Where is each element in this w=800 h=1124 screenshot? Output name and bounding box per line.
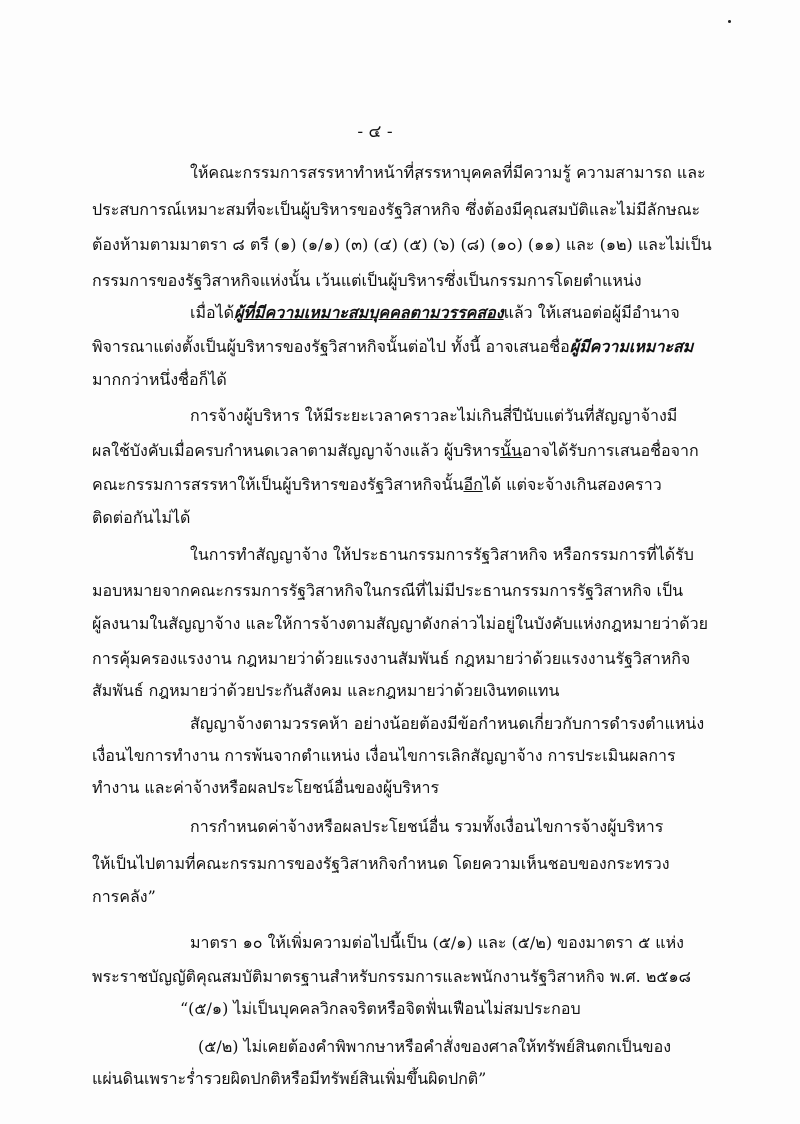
paragraph-line xyxy=(92,648,690,670)
paragraph-line xyxy=(190,405,677,427)
paragraph-line xyxy=(190,302,680,324)
text-span: อีก xyxy=(463,475,483,494)
text-span: เงื่อนไขการทำงาน การพ้นจากตำแหน่ง เงื่อนไขการเลิกสัญญาจ้าง การประเมินผลการ xyxy=(92,746,676,765)
paragraph-line xyxy=(92,680,559,702)
paragraph-line xyxy=(92,613,708,635)
paragraph-line xyxy=(180,998,581,1020)
text-span: สัมพันธ์ กฎหมายว่าด้วยประกันสังคม และกฎหมายว่าด้วยเงินทดแทน xyxy=(92,681,560,700)
text-span: ให้คณะกรรมการสรรหาทำหน้าที่สรรหาบุคคลที่มีความรู้ ความสามารถ และ xyxy=(190,163,706,182)
paragraph-line xyxy=(92,853,670,875)
text-span: ประสบการณ์เหมาะสมที่จะเป็นผู้บริหารของรัฐวิสาหกิจ ซึ่งต้องมีคุณสมบัติและไม่มีลักษณะ xyxy=(92,200,701,219)
paragraph-line xyxy=(190,162,706,184)
paragraph-line xyxy=(92,886,156,908)
page-number: - ๔ - xyxy=(357,122,393,142)
text-span: ผู้ที่มีความเหมาะสมบุคคลตามวรรคสอง xyxy=(234,303,504,322)
text-span: ผู้ลงนามในสัญญาจ้าง และให้การจ้างตามสัญญาดังกล่าวไม่อยู่ในบังคับแห่งกฎหมายว่าด้วย xyxy=(92,614,709,633)
text-span: ทำงาน และค่าจ้างหรือผลประโยชน์อื่นของผู้บริหาร xyxy=(92,778,440,797)
text-span: แล้ว ให้เสนอต่อผู้มีอำนาจ xyxy=(503,303,680,322)
scan-speck xyxy=(728,20,731,23)
text-span: ติดต่อกันไม่ได้ xyxy=(92,508,191,527)
paragraph-line xyxy=(92,1068,486,1090)
text-span: “(๕/๑) ไม่เป็นบุคคลวิกลจริตหรือจิตฟั่นเฟือนไม่สมประกอบ xyxy=(180,999,581,1018)
paragraph-line xyxy=(92,507,190,529)
text-span: พระราชบัญญัติคุณสมบัติมาตรฐานสำหรับกรรมการและพนักงานรัฐวิสาหกิจ พ.ศ. ๒๕๑๘ xyxy=(92,967,691,986)
paragraph-line xyxy=(198,1036,671,1058)
text-span: ต้องห้ามตามมาตรา ๘ ตรี (๑) (๑/๑) (๓) (๔) (๕) (๖) (๘) (๑๐) (๑๑) และ (๑๒) และไม่เป็น xyxy=(92,235,712,254)
paragraph-line xyxy=(92,474,662,496)
paragraph-line xyxy=(92,777,439,799)
text-span: คณะกรรมการสรรหาให้เป็นผู้บริหารของรัฐวิสาหกิจนั้น xyxy=(92,475,464,494)
paragraph-line xyxy=(92,234,712,256)
text-span: มอบหมายจากคณะกรรมการรัฐวิสาหกิจในกรณีที่ไม่มีประธานกรรมการรัฐวิสาหกิจ เป็น xyxy=(92,581,684,600)
text-span: กรรมการของรัฐวิสาหกิจแห่งนั้น เว้นแต่เป็นผู้บริหารซึ่งเป็นกรรมการโดยตำแหน่ง xyxy=(92,271,642,290)
paragraph-line xyxy=(92,580,683,602)
text-span: (๕/๒) ไม่เคยต้องคำพิพากษาหรือคำสั่งของศาลให้ทรัพย์สินตกเป็นของ xyxy=(198,1037,671,1056)
text-span: การจ้างผู้บริหาร ให้มีระยะเวลาคราวละไม่เกินสี่ปีนับแต่วันที่สัญญาจ้างมี xyxy=(190,406,678,425)
paragraph-line xyxy=(190,816,663,838)
text-span: ผู้มีความเหมาะสม xyxy=(569,337,694,356)
paragraph-line xyxy=(92,745,676,767)
paragraph-line xyxy=(92,966,691,988)
text-span: เมื่อได้ xyxy=(190,303,235,322)
text-span: ให้เป็นไปตามที่คณะกรรมการของรัฐวิสาหกิจกำหนด โดยความเห็นชอบของกระทรวง xyxy=(92,854,670,873)
paragraph-line xyxy=(92,440,699,462)
paragraph-line xyxy=(92,369,227,391)
text-span: มาตรา ๑๐ ให้เพิ่มความต่อไปนี้เป็น (๕/๑) และ (๕/๒) ของมาตรา ๕ แห่ง xyxy=(190,933,684,952)
text-span: นั้น xyxy=(500,441,522,460)
paragraph-line xyxy=(92,270,642,292)
paragraph-line xyxy=(190,932,684,954)
text-span: ในการทำสัญญาจ้าง ให้ประธานกรรมการรัฐวิสาหกิจ หรือกรรมการที่ได้รับ xyxy=(190,545,694,564)
paragraph-line xyxy=(92,199,700,221)
text-span: การคุ้มครองแรงงาน กฎหมายว่าด้วยแรงงานสัมพันธ์ กฎหมายว่าด้วยแรงงานรัฐวิสาหกิจ xyxy=(92,649,691,668)
paragraph-line xyxy=(190,544,694,566)
text-span: การกำหนดค่าจ้างหรือผลประโยชน์อื่น รวมทั้งเงื่อนไขการจ้างผู้บริหาร xyxy=(190,817,664,836)
text-span: ผลใช้บังคับเมื่อครบกำหนดเวลาตามสัญญาจ้างแล้ว ผู้บริหาร xyxy=(92,441,501,460)
text-span: มากกว่าหนึ่งชื่อก็ได้ xyxy=(92,370,227,389)
text-span: อาจได้รับการเสนอชื่อจาก xyxy=(521,441,699,460)
text-span: พิจารณาแต่งตั้งเป็นผู้บริหารของรัฐวิสาหกิจนั้นต่อไป ทั้งนี้ อาจเสนอชื่อ xyxy=(92,337,570,356)
text-span: แผ่นดินเพราะร่ำรวยผิดปกติหรือมีทรัพย์สินเพิ่มขึ้นผิดปกติ” xyxy=(92,1069,487,1088)
text-span: ได้ แต่จะจ้างเกินสองคราว xyxy=(482,475,662,494)
text-span: การคลัง” xyxy=(92,887,156,906)
paragraph-line xyxy=(190,713,704,735)
paragraph-line xyxy=(92,336,693,358)
text-span: สัญญาจ้างตามวรรคห้า อย่างน้อยต้องมีข้อกำหนดเกี่ยวกับการดำรงตำแหน่ง xyxy=(190,714,705,733)
